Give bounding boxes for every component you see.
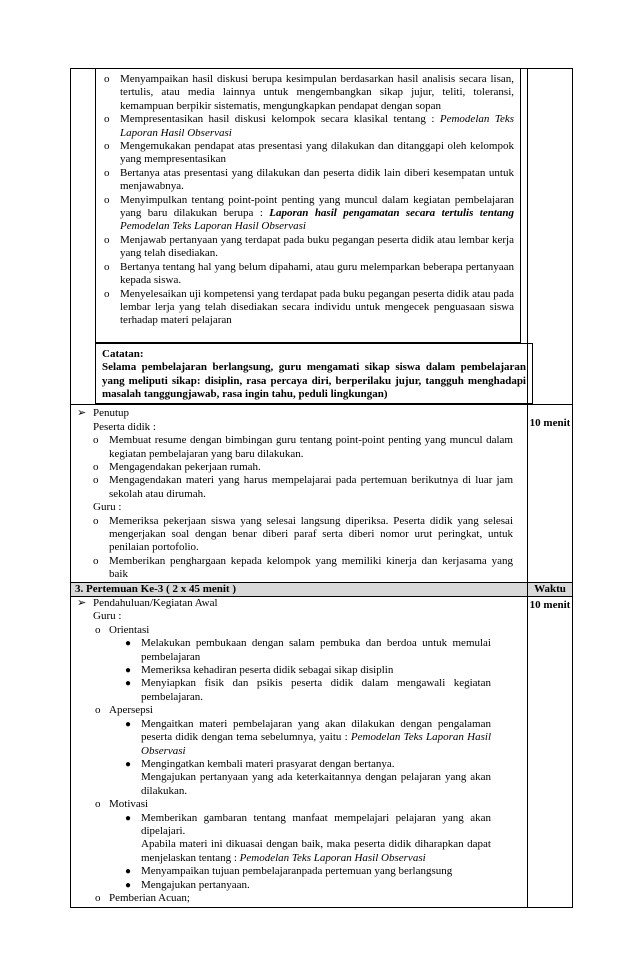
orientasi-label: o Orientasi [95, 623, 150, 636]
list-item: ● Mengajukan pertanyaan. [125, 878, 250, 891]
activities-list [95, 69, 521, 343]
list-item: ● Mengingatkan kembali materi prasyarat dengan bertanya. Mengajukan pertanyaan yang ada keterkaitannya dengan pelajaran yang akan dilakukan. [125, 757, 491, 797]
time-cell-empty [528, 69, 573, 405]
list-item: o Menyelesaikan uji kompetensi yang terdapat pada buku pegangan peserta didik atau pada lembar lerja yang telah disediakan secara individu untuk mengecek penguasaan siswa terhadap materi pelajaran [104, 287, 514, 327]
list-item: o Mengagendakan materi yang harus mempelajarai pada pertemuan berikutnya di luar jam sekolah atau dirumah. [93, 474, 513, 500]
list-item: o Mengagendakan pekerjaan rumah. [93, 460, 261, 473]
notes-title: Catatan: [102, 347, 144, 360]
pertemuan3-title: 3. Pertemuan Ke-3 ( 2 x 45 menit ) [71, 582, 528, 596]
notes-box [95, 343, 533, 405]
pertemuan3-cell [71, 597, 528, 908]
notes-body: Selama pembelajaran berlangsung, guru mengamati sikap siswa dalam pembelajaran yang meliputi sikap: disiplin, rasa percaya diri, berperilaku jujur, tangguh menghadapi masalah tanggungjawab, rasa ingin tahu, peduli lingkungan) [102, 361, 526, 400]
list-item: ● Menyiapkan fisik dan psikis peserta didik dalam mengawali kegiatan pembelajaran. [125, 677, 491, 703]
penutup-heading: ➢ Penutup [77, 407, 130, 420]
acuan-label: o Pemberian Acuan; [95, 891, 190, 904]
penutup-cell [71, 405, 528, 582]
pertemuan3-time: 10 menit [528, 597, 573, 908]
list-item: o Membuat resume dengan bimbingan guru tentang point-point penting yang muncul dalam kegiatan pembelajaran yang baru dilakukan. [93, 434, 513, 460]
list-item: ● Melakukan pembukaan dengan salam pembuka dan berdoa untuk memulai pembelajaran [125, 637, 491, 663]
list-item: o Mempresentasikan hasil diskusi kelompok secara klasikal tentang : Pemodelan Teks Laporan Hasil Observasi [104, 113, 514, 139]
penutup-time: 10 menit [528, 405, 573, 582]
penutup-row [71, 405, 573, 582]
waktu-header: Waktu [528, 582, 573, 596]
document-page [70, 68, 570, 908]
list-item: o Memeriksa pekerjaan siswa yang selesai langsung diperiksa. Peserta didik yang selesai mengerjakan soal dengan benar diberi paraf serta diberi nomor urut peringkat, untuk penilaian portofolio. [93, 514, 513, 554]
list-item: ● Menyampaikan tujuan pembelajaranpada pertemuan yang berlangsung [125, 865, 453, 878]
pendahuluan-heading: ➢ Pendahuluan/Kegiatan Awal [77, 597, 218, 610]
pertemuan3-header-row [71, 582, 573, 596]
activities-cell [71, 69, 528, 405]
list-item: o Bertanya tentang hal yang belum dipahami, atau guru melemparkan beberapa pertanyaan kepada siswa. [104, 260, 514, 287]
list-item: o Bertanya atas presentasi yang dilakukan dan peserta didik lain diberi kesempatan untuk menjawabnya. [104, 166, 514, 193]
list-item: ● Memeriksa kehadiran peserta didik sebagai sikap disiplin [125, 664, 394, 677]
arrow-bullet-icon: ➢ [77, 407, 87, 420]
pertemuan3-content-row [71, 597, 573, 908]
list-item: o Memberikan penghargaan kepada kelompok yang memiliki kinerja dan kerjasama yang baik [93, 554, 513, 581]
apersepsi-label: o Apersepsi [95, 704, 153, 717]
list-item: o Menjawab pertanyaan yang terdapat pada buku pegangan peserta didik atau lembar kerja yang telah disediakan. [104, 233, 514, 260]
motivasi-label: o Motivasi [95, 798, 149, 811]
guru-label: Guru : [93, 501, 122, 514]
activities-row [71, 69, 573, 405]
arrow-bullet-icon: ➢ [77, 597, 87, 610]
list-item: ● Mengaitkan materi pembelajaran yang akan dilakukan dengan pengalaman peserta didik dengan tema sebelumnya, yaitu : Pemodelan Teks Laporan Hasil Observasi [125, 717, 492, 757]
lesson-table [70, 68, 573, 908]
guru-label: Guru : [93, 610, 122, 623]
list-item: o Menyampaikan hasil diskusi berupa kesimpulan berdasarkan hasil analisis secara lisan, tertulis, atau media lainnya untuk mengembangkan sikap jujur, teliti, toleransi, kemampuan berpikir sistematis, mengungkapkan pendapat dengan sopan [104, 73, 514, 112]
list-item: ● Memberikan gambaran tentang manfaat mempelajari pelajaran yang akan dipelajari. Apabila materi ini dikuasai dengan baik, maka peserta didik diharapkan dapat menjelaskan tentang : Pemodelan Teks Laporan Hasil Observasi [125, 811, 491, 864]
peserta-label: Peserta didik : [93, 420, 156, 433]
list-item: o Mengemukakan pendapat atas presentasi yang dilakukan dan ditanggapi oleh kelompok yang mempresentasikan [104, 140, 514, 166]
list-item: o Menyimpulkan tentang point-point penting yang muncul dalam kegiatan pembelajaran yang baru dilakukan berupa : Laporan hasil pengamatan secara tertulis tentang Pemodelan Teks Laporan Hasil Observasi [104, 193, 514, 233]
